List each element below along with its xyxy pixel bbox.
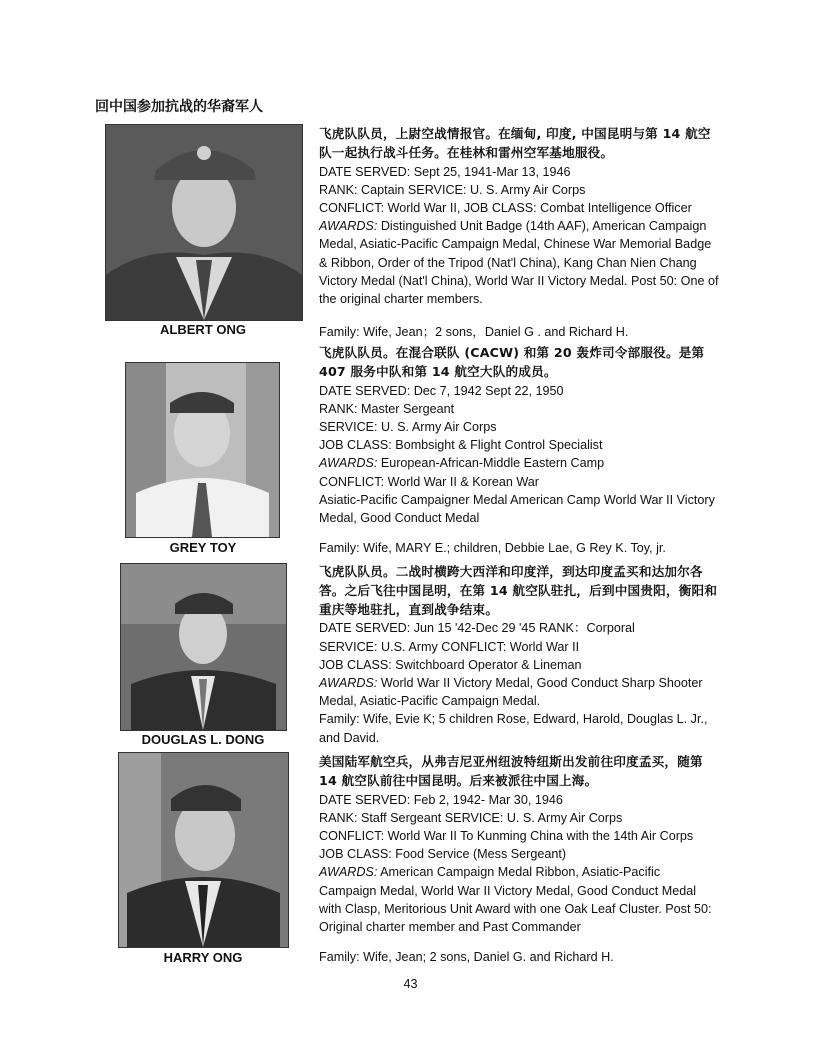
portrait-photo <box>105 124 303 321</box>
service-line: DATE SERVED: Feb 2, 1942- Mar 30, 1946 <box>319 792 563 807</box>
service-line: SERVICE: U. S. Army Air Corps <box>319 420 497 434</box>
awards-list: Distinguished Unit Badge (14th AAF), American Campaign Medal, Asiatic-Pacific Campaign Medal, Chinese War Memorial Badge & Ribbon, Order of the Tripod (Nat'l China), Kang Chan Nien Chang Victory Medal (Nat'l China), World War II Victory Medal. Post 50: One of the original charter members. <box>319 219 719 307</box>
awards-text <box>319 674 719 710</box>
service-line: JOB CLASS: Bombsight & Flight Control Specialist <box>319 438 603 453</box>
awards-label: AWARDS: <box>319 219 378 234</box>
service-line: Asiatic-Pacific Campaigner Medal American Camp World War II Victory Medal, Good Conduct Medal <box>319 492 715 526</box>
service-entry <box>319 344 719 527</box>
chinese-summary: 飞虎队队员。在混合联队 (CACW) 和第 20 轰炸司令部服役。是第 407 服务中队和第 14 航空大队的成员。 <box>319 345 705 379</box>
family-line: Family: Wife, MARY E.; children, Debbie Lae, G Rey K. Toy, jr. <box>319 541 666 555</box>
service-entry <box>319 125 719 308</box>
awards-label: AWARDS: <box>319 865 378 880</box>
page-heading: 回中国参加抗战的华裔军人 <box>95 99 263 115</box>
chinese-summary: 飞虎队队员，上尉空战情报官。在缅甸, 印度, 中国昆明与第 14 航空队一起执行战斗任务。在桂林和雷州空军基地服役。 <box>319 126 711 160</box>
family-line: Family: Wife, Jean; 2 sons, Daniel G. and Richard H. <box>319 950 614 964</box>
awards-text <box>319 217 719 308</box>
chinese-summary: 美国陆军航空兵，从弗吉尼亚州纽波特纽斯出发前往印度孟买，随第 14 航空队前往中国昆明。后来被派往中国上海。 <box>319 754 703 788</box>
awards-list: European-African-Middle Eastern Camp <box>377 456 605 471</box>
service-line: RANK: Master Sergeant <box>319 401 455 416</box>
awards-label: AWARDS: <box>319 676 378 690</box>
portrait-photo <box>118 752 289 948</box>
portrait-photo <box>125 362 280 538</box>
service-entry <box>319 563 719 747</box>
service-line: DATE SERVED: Jun 15 '42-Dec 29 '45 RANK：Corporal <box>319 621 635 636</box>
awards-text <box>319 863 719 936</box>
chinese-summary: 飞虎队队员。二战时横跨大西洋和印度洋，到达印度孟买和达加尔各答。之后飞往中国昆明，在第 14 航空队驻扎，后到中国贵阳，衡阳和重庆等地驻扎，直到战争结束。 <box>319 564 718 617</box>
service-line: DATE SERVED: Sept 25, 1941-Mar 13, 1946 <box>319 164 571 179</box>
family-line: Family: Wife, Jean；2 sons，Daniel G . and Richard H. <box>319 325 629 339</box>
service-line: RANK: Staff Sergeant SERVICE: U. S. Army Air Corps <box>319 810 623 825</box>
awards-label: AWARDS: <box>319 456 378 471</box>
service-line: JOB CLASS: Food Service (Mess Sergeant) <box>319 847 567 862</box>
service-entry <box>319 753 719 936</box>
service-line: JOB CLASS: Switchboard Operator & Lineman <box>319 657 582 672</box>
person-name-caption: ALBERT ONG <box>160 322 246 337</box>
awards-list: World War II Victory Medal, Good Conduct Sharp Shooter Medal, Asiatic-Pacific Campaign Medal. <box>319 676 703 709</box>
page-number: 43 <box>403 977 418 991</box>
service-line: DATE SERVED: Dec 7, 1942 Sept 22, 1950 <box>319 383 564 398</box>
awards-list: American Campaign Medal Ribbon, Asiatic-Pacific Campaign Medal, World War II Victory Medal, Good Conduct Medal with Clasp, Meritorious Unit Award with one Oak Leaf Cluster. Post 50: Original charter member and Past Commander <box>319 865 712 935</box>
person-name-caption: HARRY ONG <box>163 950 243 965</box>
person-name-caption: GREY TOY <box>169 540 237 555</box>
person-name-caption: DOUGLAS L. DONG <box>141 732 265 747</box>
service-line: RANK: Captain SERVICE: U. S. Army Air Corps <box>319 182 586 197</box>
service-line: CONFLICT: World War II & Korean War <box>319 474 539 489</box>
family-line: Family: Wife, Evie K; 5 children Rose, Edward, Harold, Douglas L. Jr., and David. <box>319 712 708 745</box>
service-line: CONFLICT: World War II, JOB CLASS: Combat Intelligence Officer <box>319 201 692 215</box>
service-line: CONFLICT: World War II To Kunming China with the 14th Air Corps <box>319 829 694 843</box>
awards-text <box>319 454 719 472</box>
portrait-photo <box>120 563 287 731</box>
service-line: SERVICE: U.S. Army CONFLICT: World War II <box>319 639 580 654</box>
